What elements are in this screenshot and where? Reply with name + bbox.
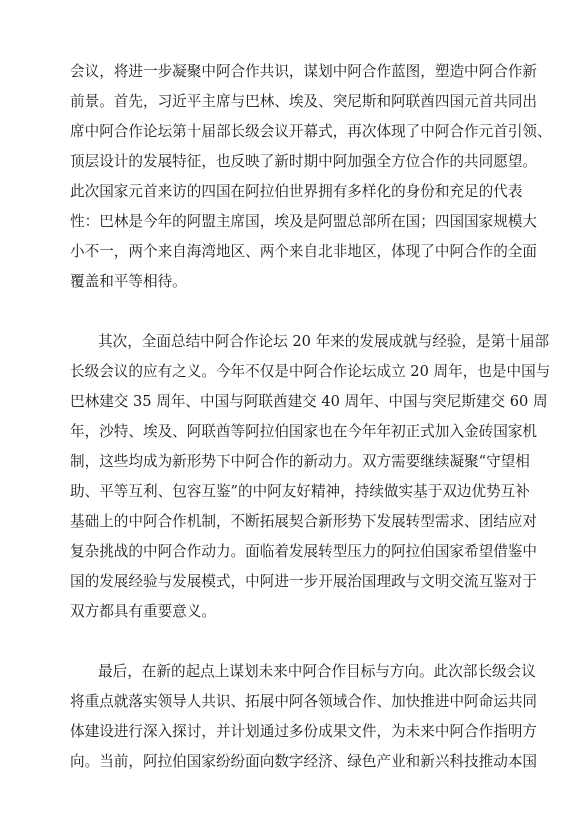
- text-line: 助、平等互利、包容互鉴”的中阿友好精神，持续做实基于双边优势互补: [70, 483, 530, 500]
- text-line: 席中阿合作论坛第十届部长级会议开幕式，再次体现了中阿合作元首引领、: [70, 123, 552, 140]
- text-line: 国的发展经验与发展模式，中阿进一步开展治国理政与文明交流互鉴对于: [70, 573, 538, 590]
- text-line: 年，沙特、埃及、阿联酋等阿拉伯国家也在今年年初正式加入金砖国家机: [70, 423, 538, 440]
- text-line: 最后，在新的起点上谋划未来中阿合作目标与方向。此次部长级会议: [98, 663, 536, 680]
- text-line: 将重点就落实领导人共识、拓展中阿各领域合作、加快推进中阿命运共同: [70, 693, 538, 710]
- text-line: 双方都具有重要意义。: [70, 603, 216, 620]
- text-line: 长级会议的应有之义。今年不仅是中阿合作论坛成立 20 周年，也是中国与: [70, 363, 551, 380]
- text-line: 小不一，两个来自海湾地区、两个来自北非地区，体现了中阿合作的全面: [70, 243, 538, 260]
- text-line: 制，这些均成为新形势下中阿合作的新动力。双方需要继续凝聚“守望相: [70, 453, 530, 470]
- text-line: 体建设进行深入探讨，并计划通过多份成果文件，为未来中阿合作指明方: [70, 723, 538, 740]
- text-line: 前景。首先，习近平主席与巴林、埃及、突尼斯和阿联酋四国元首共同出: [70, 93, 538, 110]
- text-line: 此次国家元首来访的四国在阿拉伯世界拥有多样化的身份和充足的代表: [70, 183, 523, 200]
- text-line: 顶层设计的发展特征，也反映了新时期中阿加强全方位合作的共同愿望。: [70, 153, 538, 170]
- text-line: 其次，全面总结中阿合作论坛 20 年来的发展成就与经验，是第十届部: [98, 333, 550, 350]
- text-line: 巴林建交 35 周年、中国与阿联酋建交 40 周年、中国与突尼斯建交 60 周: [70, 393, 548, 410]
- text-line: 会议，将进一步凝聚中阿合作共识，谋划中阿合作蓝图，塑造中阿合作新: [70, 63, 538, 80]
- text-line: 向。当前，阿拉伯国家纷纷面向数字经济、绿色产业和新兴科技推动本国: [70, 753, 538, 770]
- text-line: 复杂挑战的中阿合作动力。面临着发展转型压力的阿拉伯国家希望借鉴中: [70, 543, 538, 560]
- text-line: 性：巴林是今年的阿盟主席国，埃及是阿盟总部所在国；四国国家规模大: [70, 213, 538, 230]
- text-line: 覆盖和平等相待。: [70, 273, 187, 290]
- text-line: 基础上的中阿合作机制，不断拓展契合新形势下发展转型需求、团结应对: [70, 513, 538, 530]
